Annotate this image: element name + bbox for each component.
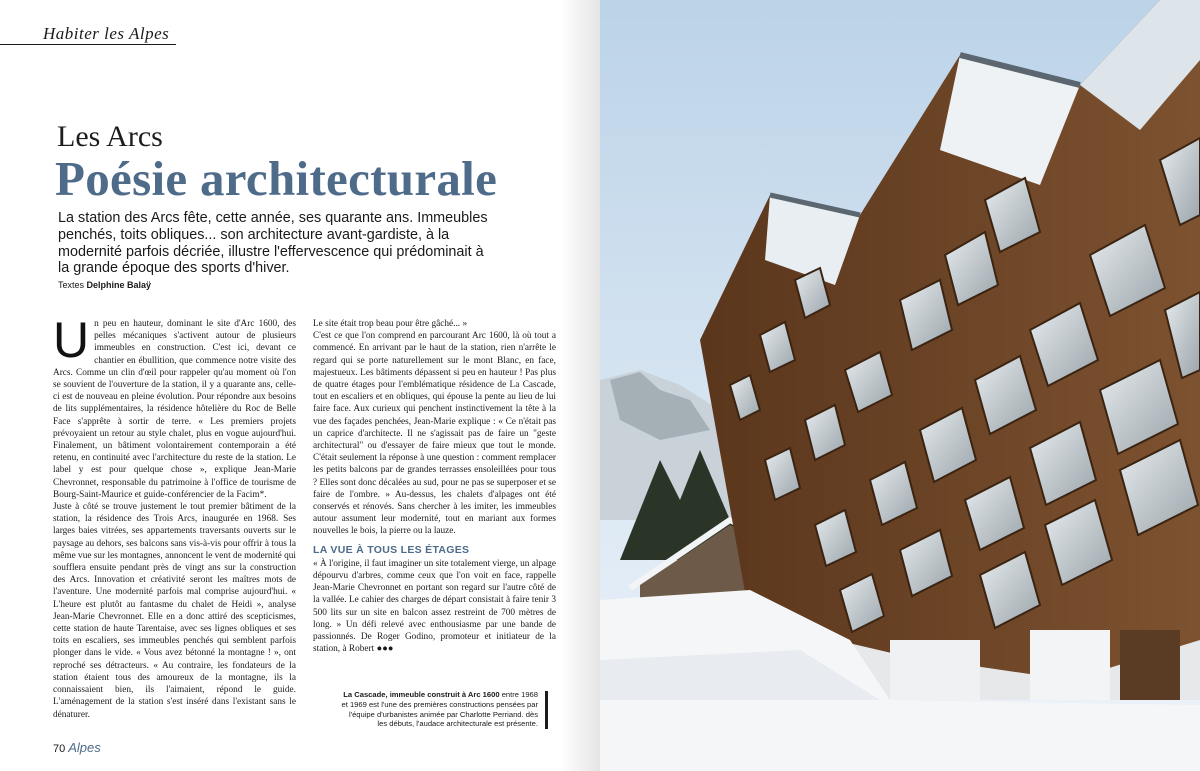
caption-lead: La Cascade, immeuble construit à Arc 1600 xyxy=(343,690,500,699)
section-rubric: Habiter les Alpes xyxy=(43,24,170,43)
article-headline: Poésie architecturale xyxy=(55,151,498,206)
rubric-rule xyxy=(0,44,176,45)
caption-rule xyxy=(545,691,548,729)
magazine-name: Alpes xyxy=(68,740,101,755)
gutter-shadow xyxy=(560,0,600,771)
photo-illustration xyxy=(600,0,1200,771)
body-paragraph: « À l'origine, il faut imaginer un site totalement vierge, un alpage dépourvu d'arbres, comme ceux que l'on voit en face, rappelle Jean-Marie Chevronnet en portant son regard sur l'autre côté de la vallée. Le cahier des charges de départ consistait à faire tenir 3 500 lits sur un site en balcon assez restreint de 700 mètres de long. » Un défi relevé avec enthousiasme par une bande de passionnés. De Roger Godino, promoteur et initiateur de la station, à Robert ●●● xyxy=(313,558,556,655)
body-column-2 xyxy=(313,318,556,655)
byline xyxy=(58,280,151,290)
byline-prefix: Textes xyxy=(58,280,85,290)
folio xyxy=(53,740,101,755)
body-paragraph xyxy=(53,312,296,501)
photo-caption xyxy=(338,690,538,729)
building-photo xyxy=(600,0,1200,771)
body-text: n peu en hauteur, dominant le site d'Arc 1600, des pelles mécaniques s'activent autour de plusieurs immeubles en construction. C'est ici, devant ce chantier en ébullition, que commence notre visite des Arcs. Comme un clin d'œil pour rappeler qu'au moment où l'on se souvient de l'ouverture de la station, il y a quarante ans, celle-ci est de nouveau en pleine évolution. Pour répondre aux besoins de lits supplémentaires, la résidence hôtelière du Roc de Belle Face s'apprête à sortir de terre. « Les premiers projets prévoyaient un retour au style chalet, plus en vogue aujourd'hui. Finalement, un bâtiment volontairement contemporain a été retenu, en continuité avec l'architecture du reste de la station. Le label y est pour quelque chose », explique Jean-Marie Chevronnet, responsable du patrimoine à l'office de tourisme de Bourg-Saint-Maurice et guide-conférencier de la Facim*. xyxy=(53,319,296,500)
byline-author: Delphine Balaÿ xyxy=(86,280,152,290)
body-subhead: LA VUE À TOUS LES ÉTAGES xyxy=(313,543,470,556)
page-number: 70 xyxy=(53,743,66,755)
article-standfirst: La station des Arcs fête, cette année, ses quarante ans. Immeubles penchés, toits obliques... son architecture avant-gardiste, à la modernité parfois décriée, illustre l'effervescence qui prédominait à la grande époque des sports d'hiver. xyxy=(58,210,488,277)
body-paragraph: Juste à côté se trouve justement le tout premier bâtiment de la station, la résidence des Trois Arcs, inaugurée en 1968. Ses larges baies vitrées, ses appartements traversants ouverts sur le paysage au dehors, ses balcons sans vis-à-vis pour offrir à tous la même vue sur les montagnes, annoncent le vent de modernité qui soufflera ensuite pendant près de vingt ans sur la construction des Arcs. Innovation et créativité seront les maîtres mots de l'aventure. Une modernité parfois mal comprise aujourd'hui. « L'heure est plutôt au fantasme du chalet de Heidi », analyse Jean-Marie Chevronnet. Elle en a donc attiré des scepticismes, cette station de haute Tarentaise, avec ses lignes obliques et ses toits en escaliers, ses immeubles penchés qui semblent parfois plonger dans le vide. « Vous avez bétonné la montagne ! », ont reproché ses détracteurs. « Au contraire, les fondateurs de la station étaient tous des amoureux de la montagne, ils la connaissaient bien, ils l'aimaient, répond le guide. L'aménagement de la station s'est inséré dans l'existant sans le dénaturer. xyxy=(53,502,296,720)
article-kicker: Les Arcs xyxy=(57,120,163,153)
body-column-1 xyxy=(53,312,296,721)
drop-cap: U xyxy=(53,312,90,368)
caption-text: entre 1968 et 1969 est l'une des premières constructions pensées par l'équipe d'urbanistes animée par Charlotte Perriand. dès les débuts, l'audace architecturale est présente. xyxy=(341,690,538,729)
body-paragraph: C'est ce que l'on comprend en parcourant Arc 1600, là où tout a commencé. En arrivant par le haut de la station, rien n'arrête le regard qui se porte naturellement sur le mont Blanc, en face, majestueux. Les bâtiments dépassent si peu en hauteur ! Pas plus de quatre étages pour l'emblématique résidence de La Cascade, tout en escaliers et en obliques, qui épouse la pente au lieu de lui faire face. Aux curieux qui penchent instinctivement la tête à la vue des façades penchées, Jean-Marie explique : « Ce n'était pas un caprice d'architecte. Il ne s'agissait pas de faire un "geste architectural" ou d'essayer de faire mieux que tout le monde. C'était seulement la réponse à une question : comment remplacer les petits balcons par de grandes terrasses ensoleillées pour tous ? Elles sont donc décalées au sud, pour ne pas se superposer et se faire de l'ombre. » Au-dessus, les chalets d'alpages ont été conservés et rénovés. Sans chercher à les imiter, les immeubles autour assument leur modernité, tout en mariant aux formes nouvelles le bois, la pierre ou la lauze. xyxy=(313,331,556,537)
body-paragraph: Le site était trop beau pour être gâché... » xyxy=(313,319,468,329)
